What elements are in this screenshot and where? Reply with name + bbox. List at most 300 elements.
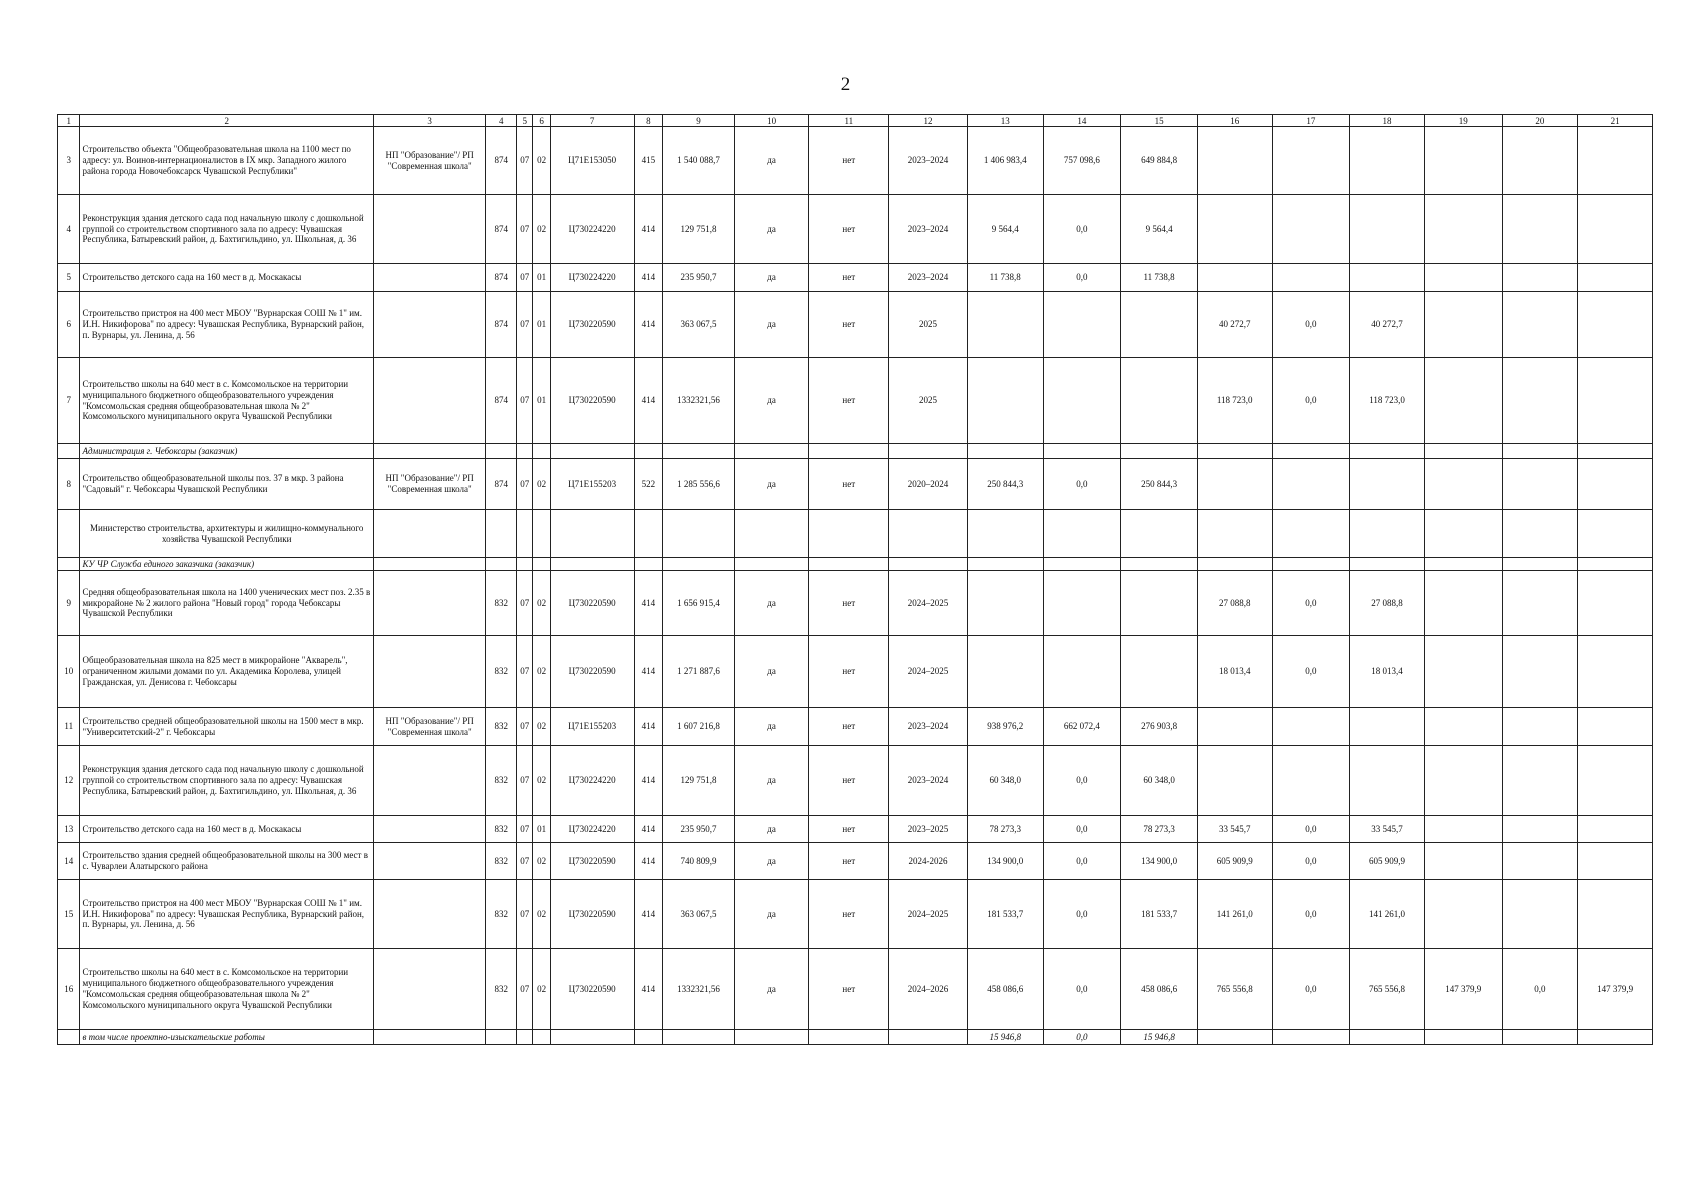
column-header-18: 18 xyxy=(1350,115,1425,127)
cell-col-11: нет xyxy=(809,746,889,816)
cell-col-9: 1 656 915,4 xyxy=(663,571,735,636)
cell-col-14 xyxy=(1043,358,1121,444)
cell-col-5: 07 xyxy=(517,880,533,949)
cell-col-18 xyxy=(1350,708,1425,746)
table-row xyxy=(58,708,1653,746)
cell-col-9: 235 950,7 xyxy=(663,264,735,292)
cell-col-6: 02 xyxy=(533,571,550,636)
object-name: Строительство средней общеобразовательной школы на 1500 мест в мкр. "Университетский-2" г. Чебоксары xyxy=(80,708,373,746)
empty-cell xyxy=(486,558,517,571)
empty-cell xyxy=(533,510,550,558)
cell-col-4: 832 xyxy=(486,571,517,636)
cell-col-15 xyxy=(1121,636,1198,708)
column-header-3: 3 xyxy=(373,115,485,127)
empty-cell xyxy=(809,1030,889,1045)
empty-cell xyxy=(533,444,550,459)
cell-col-15: 134 900,0 xyxy=(1121,843,1198,880)
empty-cell xyxy=(1424,1030,1502,1045)
cell-col-19 xyxy=(1424,843,1502,880)
cell-col-8: 414 xyxy=(634,746,663,816)
table-row xyxy=(58,843,1653,880)
empty-cell xyxy=(373,510,485,558)
cell-col-21 xyxy=(1578,571,1653,636)
cell-col-6: 02 xyxy=(533,636,550,708)
table-row xyxy=(58,292,1653,358)
cell-col-4: 874 xyxy=(486,358,517,444)
empty-cell xyxy=(1272,510,1350,558)
column-header-10: 10 xyxy=(734,115,809,127)
cell-col-14: 0,0 xyxy=(1043,949,1121,1030)
subtotal-label: в том числе проектно-изыскательские работы xyxy=(80,1030,373,1045)
cell-col-10: да xyxy=(734,843,809,880)
column-header-1: 1 xyxy=(58,115,80,127)
column-header-2: 2 xyxy=(80,115,373,127)
row-number: 14 xyxy=(58,843,80,880)
cell-col-11: нет xyxy=(809,843,889,880)
program-name xyxy=(373,195,485,264)
cell-col-13: 60 348,0 xyxy=(967,746,1043,816)
cell-col-10: да xyxy=(734,264,809,292)
investment-objects-table xyxy=(57,114,1653,1045)
table-row xyxy=(58,358,1653,444)
empty-cell xyxy=(517,510,533,558)
row-number: 13 xyxy=(58,816,80,843)
empty-cell xyxy=(1121,558,1198,571)
cell-col-10: да xyxy=(734,880,809,949)
section-title: КУ ЧР Служба единого заказчика (заказчик) xyxy=(80,558,373,571)
cell-col-8: 414 xyxy=(634,571,663,636)
cell-col-20 xyxy=(1502,816,1578,843)
cell-col-20 xyxy=(1502,358,1578,444)
cell-col-12: 2024–2025 xyxy=(889,571,968,636)
cell-col-11: нет xyxy=(809,127,889,195)
cell-col-17 xyxy=(1272,708,1350,746)
empty-cell xyxy=(1272,558,1350,571)
empty-cell xyxy=(1272,1030,1350,1045)
cell-col-15: 181 533,7 xyxy=(1121,880,1198,949)
row-number: 10 xyxy=(58,636,80,708)
empty-cell xyxy=(1197,510,1272,558)
cell-col-8: 414 xyxy=(634,708,663,746)
cell-col-20 xyxy=(1502,746,1578,816)
cell-col-5: 07 xyxy=(517,264,533,292)
cell-col-12: 2020–2024 xyxy=(889,459,968,510)
cell-col-7: Ц71Е155203 xyxy=(550,459,634,510)
cell-col-21 xyxy=(1578,264,1653,292)
cell-col-9: 1 540 088,7 xyxy=(663,127,735,195)
cell-col-13 xyxy=(967,358,1043,444)
cell-col-20 xyxy=(1502,708,1578,746)
cell-col-7: Ц730224220 xyxy=(550,264,634,292)
empty-cell xyxy=(1121,510,1198,558)
empty-cell xyxy=(1578,558,1653,571)
cell-col-6: 01 xyxy=(533,816,550,843)
cell-col-5: 07 xyxy=(517,708,533,746)
empty-cell xyxy=(1197,1030,1272,1045)
empty-cell xyxy=(734,558,809,571)
empty-cell xyxy=(1350,444,1425,459)
cell-col-11: нет xyxy=(809,571,889,636)
empty-cell xyxy=(373,444,485,459)
section-title: Администрация г. Чебоксары (заказчик) xyxy=(80,444,373,459)
cell-col-5: 07 xyxy=(517,843,533,880)
row-number: 3 xyxy=(58,127,80,195)
empty-cell xyxy=(533,1030,550,1045)
cell-col-17 xyxy=(1272,127,1350,195)
object-name: Строительство общеобразовательной школы поз. 37 в мкр. 3 района "Садовый" г. Чебоксары Чувашской Республики xyxy=(80,459,373,510)
empty-cell xyxy=(634,558,663,571)
cell-col-4: 832 xyxy=(486,746,517,816)
row-number: 6 xyxy=(58,292,80,358)
cell-col-6: 02 xyxy=(533,746,550,816)
empty-cell xyxy=(550,444,634,459)
cell-col-10: да xyxy=(734,746,809,816)
cell-col-21 xyxy=(1578,127,1653,195)
cell-col-12: 2025 xyxy=(889,358,968,444)
cell-col-17: 0,0 xyxy=(1272,880,1350,949)
empty-cell xyxy=(1197,558,1272,571)
cell-col-8: 414 xyxy=(634,292,663,358)
column-header-7: 7 xyxy=(550,115,634,127)
cell-col-7: Ц730220590 xyxy=(550,949,634,1030)
cell-col-8: 414 xyxy=(634,880,663,949)
cell-col-12: 2024–2025 xyxy=(889,880,968,949)
empty-cell xyxy=(1043,444,1121,459)
empty-cell xyxy=(1502,510,1578,558)
empty-cell xyxy=(889,558,968,571)
ministry-header-row xyxy=(58,510,1653,558)
cell-col-4: 832 xyxy=(486,636,517,708)
cell-col-19 xyxy=(1424,358,1502,444)
empty-cell xyxy=(734,444,809,459)
column-header-4: 4 xyxy=(486,115,517,127)
cell-col-17 xyxy=(1272,746,1350,816)
cell-col-13: 78 273,3 xyxy=(967,816,1043,843)
cell-col-11: нет xyxy=(809,708,889,746)
cell-col-20 xyxy=(1502,636,1578,708)
cell-col-7: Ц730220590 xyxy=(550,358,634,444)
row-number: 9 xyxy=(58,571,80,636)
cell-col-14: 0,0 xyxy=(1043,880,1121,949)
cell-col-18 xyxy=(1350,195,1425,264)
cell-col-17: 0,0 xyxy=(1272,358,1350,444)
cell-col-14: 0,0 xyxy=(1043,264,1121,292)
cell-col-12: 2025 xyxy=(889,292,968,358)
row-number: 8 xyxy=(58,459,80,510)
program-name xyxy=(373,292,485,358)
empty-cell xyxy=(550,510,634,558)
cell-col-18: 141 261,0 xyxy=(1350,880,1425,949)
cell-col-13: 11 738,8 xyxy=(967,264,1043,292)
empty-cell xyxy=(373,1030,485,1045)
cell-col-8: 414 xyxy=(634,636,663,708)
empty-cell xyxy=(734,1030,809,1045)
cell-col-7: Ц730220590 xyxy=(550,880,634,949)
cell-col-6: 02 xyxy=(533,708,550,746)
cell-col-11: нет xyxy=(809,636,889,708)
cell-col-21 xyxy=(1578,843,1653,880)
empty-cell xyxy=(58,1030,80,1045)
empty-cell xyxy=(889,510,968,558)
cell-col-4: 874 xyxy=(486,292,517,358)
cell-col-10: да xyxy=(734,292,809,358)
cell-col-13 xyxy=(967,636,1043,708)
program-name xyxy=(373,949,485,1030)
section-header-row xyxy=(58,444,1653,459)
empty-cell xyxy=(1424,558,1502,571)
cell-col-6: 02 xyxy=(533,949,550,1030)
empty-cell xyxy=(809,444,889,459)
cell-col-4: 832 xyxy=(486,816,517,843)
column-header-5: 5 xyxy=(517,115,533,127)
cell-col-12: 2023–2024 xyxy=(889,127,968,195)
cell-col-17: 0,0 xyxy=(1272,571,1350,636)
table-row xyxy=(58,816,1653,843)
cell-col-18 xyxy=(1350,459,1425,510)
table-row xyxy=(58,127,1653,195)
table-row xyxy=(58,195,1653,264)
cell-col-15: 60 348,0 xyxy=(1121,746,1198,816)
cell-col-5: 07 xyxy=(517,746,533,816)
cell-col-20 xyxy=(1502,127,1578,195)
cell-col-21 xyxy=(1578,816,1653,843)
cell-col-12: 2024–2026 xyxy=(889,949,968,1030)
cell-col-16 xyxy=(1197,459,1272,510)
cell-col-13 xyxy=(967,292,1043,358)
cell-col-11: нет xyxy=(809,195,889,264)
cell-col-11: нет xyxy=(809,816,889,843)
cell-col-9: 1 607 216,8 xyxy=(663,708,735,746)
cell-col-20 xyxy=(1502,843,1578,880)
table-row xyxy=(58,636,1653,708)
empty-cell xyxy=(967,510,1043,558)
cell-col-11: нет xyxy=(809,264,889,292)
empty-cell xyxy=(1502,444,1578,459)
cell-col-15 xyxy=(1121,292,1198,358)
empty-cell xyxy=(1502,1030,1578,1045)
cell-col-7: Ц730224220 xyxy=(550,195,634,264)
cell-col-19 xyxy=(1424,746,1502,816)
row-number: 12 xyxy=(58,746,80,816)
object-name: Общеобразовательная школа на 825 мест в микрорайоне "Акварель", ограниченном жилыми домами по ул. Академика Королева, улицей Гражданская, ул. Денисова г. Чебоксары xyxy=(80,636,373,708)
cell-col-11: нет xyxy=(809,880,889,949)
program-name: НП "Образование"/ РП "Современная школа" xyxy=(373,127,485,195)
cell-col-19 xyxy=(1424,195,1502,264)
empty-cell xyxy=(663,558,735,571)
empty-cell xyxy=(1272,444,1350,459)
cell-col-4: 832 xyxy=(486,949,517,1030)
cell-col-14 xyxy=(1043,571,1121,636)
empty-cell xyxy=(517,444,533,459)
cell-col-16: 765 556,8 xyxy=(1197,949,1272,1030)
object-name: Строительство школы на 640 мест в с. Комсомольское на территории муниципального бюджетного общеобразовательного учреждения "Комсомольская средняя общеобразовательная школа № 2" Комсомольского муниципального округа Чувашской Республики xyxy=(80,358,373,444)
object-name: Средняя общеобразовательная школа на 1400 ученических мест поз. 2.35 в микрорайоне № 2 жилого района "Новый город" города Чебоксары Чувашской Республики xyxy=(80,571,373,636)
empty-cell xyxy=(1578,1030,1653,1045)
program-name xyxy=(373,264,485,292)
cell-col-4: 874 xyxy=(486,127,517,195)
table-row xyxy=(58,571,1653,636)
cell-col-8: 414 xyxy=(634,358,663,444)
cell-col-16: 605 909,9 xyxy=(1197,843,1272,880)
cell-col-18 xyxy=(1350,264,1425,292)
empty-cell xyxy=(634,444,663,459)
cell-col-15: 9 564,4 xyxy=(1121,195,1198,264)
cell-col-5: 07 xyxy=(517,636,533,708)
cell-col-20 xyxy=(1502,195,1578,264)
cell-col-13: 9 564,4 xyxy=(967,195,1043,264)
cell-col-5: 07 xyxy=(517,358,533,444)
cell-col-14: 0,0 xyxy=(1043,746,1121,816)
empty-cell xyxy=(809,510,889,558)
cell-col-12: 2023–2024 xyxy=(889,264,968,292)
cell-col-20 xyxy=(1502,264,1578,292)
empty-cell xyxy=(550,558,634,571)
object-name: Строительство школы на 640 мест в с. Комсомольское на территории муниципального бюджетного общеобразовательного учреждения "Комсомольская средняя общеобразовательная школа № 2" Комсомольского муниципального округа Чувашской Республики xyxy=(80,949,373,1030)
object-name: Строительство детского сада на 160 мест в д. Москакасы xyxy=(80,816,373,843)
empty-cell xyxy=(889,1030,968,1045)
table-row xyxy=(58,264,1653,292)
empty-cell xyxy=(1121,444,1198,459)
object-name: Строительство детского сада на 160 мест в д. Москакасы xyxy=(80,264,373,292)
cell-col-15: 11 738,8 xyxy=(1121,264,1198,292)
empty-cell xyxy=(486,510,517,558)
program-name: НП "Образование"/ РП "Современная школа" xyxy=(373,708,485,746)
empty-cell xyxy=(1350,510,1425,558)
cell-col-11: нет xyxy=(809,292,889,358)
cell-col-15: 15 946,8 xyxy=(1121,1030,1198,1045)
cell-col-10: да xyxy=(734,949,809,1030)
cell-col-10: да xyxy=(734,195,809,264)
empty-cell xyxy=(967,444,1043,459)
empty-cell xyxy=(486,444,517,459)
cell-col-17: 0,0 xyxy=(1272,843,1350,880)
empty-cell xyxy=(1578,444,1653,459)
cell-col-19 xyxy=(1424,264,1502,292)
cell-col-17: 0,0 xyxy=(1272,636,1350,708)
cell-col-17: 0,0 xyxy=(1272,292,1350,358)
cell-col-13: 134 900,0 xyxy=(967,843,1043,880)
object-name: Строительство здания средней общеобразовательной школы на 300 мест в с. Чуварлеи Алатырского района xyxy=(80,843,373,880)
cell-col-8: 414 xyxy=(634,843,663,880)
cell-col-4: 832 xyxy=(486,708,517,746)
cell-col-18: 40 272,7 xyxy=(1350,292,1425,358)
column-header-20: 20 xyxy=(1502,115,1578,127)
cell-col-6: 02 xyxy=(533,880,550,949)
empty-cell xyxy=(373,558,485,571)
cell-col-18 xyxy=(1350,127,1425,195)
object-name: Строительство пристроя на 400 мест МБОУ "Вурнарская СОШ № 1" им. И.Н. Никифорова" по адресу: Чувашская Республика, Вурнарский район, п. Вурнары, ул. Ленина, д. 56 xyxy=(80,292,373,358)
empty-cell xyxy=(58,558,80,571)
cell-col-5: 07 xyxy=(517,459,533,510)
cell-col-9: 740 809,9 xyxy=(663,843,735,880)
cell-col-9: 129 751,8 xyxy=(663,195,735,264)
cell-col-6: 02 xyxy=(533,843,550,880)
cell-col-21: 147 379,9 xyxy=(1578,949,1653,1030)
empty-cell xyxy=(517,1030,533,1045)
cell-col-14 xyxy=(1043,292,1121,358)
cell-col-13 xyxy=(967,571,1043,636)
cell-col-19: 147 379,9 xyxy=(1424,949,1502,1030)
cell-col-16: 27 088,8 xyxy=(1197,571,1272,636)
ministry-title: Министерство строительства, архитектуры и жилищно-коммунального хозяйства Чувашской Республики xyxy=(80,510,373,558)
cell-col-9: 1332321,56 xyxy=(663,358,735,444)
column-header-6: 6 xyxy=(533,115,550,127)
cell-col-14: 757 098,6 xyxy=(1043,127,1121,195)
program-name: НП "Образование"/ РП "Современная школа" xyxy=(373,459,485,510)
cell-col-7: Ц730220590 xyxy=(550,571,634,636)
cell-col-6: 01 xyxy=(533,292,550,358)
cell-col-9: 129 751,8 xyxy=(663,746,735,816)
cell-col-20: 0,0 xyxy=(1502,949,1578,1030)
column-header-13: 13 xyxy=(967,115,1043,127)
program-name xyxy=(373,358,485,444)
empty-cell xyxy=(1578,510,1653,558)
cell-col-9: 1 285 556,6 xyxy=(663,459,735,510)
row-number: 15 xyxy=(58,880,80,949)
empty-cell xyxy=(1197,444,1272,459)
cell-col-15 xyxy=(1121,358,1198,444)
cell-col-17 xyxy=(1272,195,1350,264)
empty-cell xyxy=(1502,558,1578,571)
cell-col-16 xyxy=(1197,195,1272,264)
cell-col-19 xyxy=(1424,127,1502,195)
cell-col-9: 1 271 887,6 xyxy=(663,636,735,708)
cell-col-15: 649 884,8 xyxy=(1121,127,1198,195)
cell-col-4: 874 xyxy=(486,264,517,292)
cell-col-21 xyxy=(1578,358,1653,444)
cell-col-6: 01 xyxy=(533,264,550,292)
cell-col-18: 18 013,4 xyxy=(1350,636,1425,708)
cell-col-7: Ц730224220 xyxy=(550,746,634,816)
cell-col-13: 458 086,6 xyxy=(967,949,1043,1030)
cell-col-17: 0,0 xyxy=(1272,949,1350,1030)
cell-col-21 xyxy=(1578,708,1653,746)
cell-col-12: 2024-2026 xyxy=(889,843,968,880)
cell-col-18 xyxy=(1350,746,1425,816)
cell-col-14 xyxy=(1043,636,1121,708)
empty-cell xyxy=(1424,510,1502,558)
cell-col-5: 07 xyxy=(517,816,533,843)
table-row xyxy=(58,459,1653,510)
object-name: Строительство объекта "Общеобразовательная школа на 1100 мест по адресу: ул. Воинов-интернационалистов в IX мкр. Западного жилого района города Новочебоксарск Чувашской Республики" xyxy=(80,127,373,195)
cell-col-13: 250 844,3 xyxy=(967,459,1043,510)
empty-cell xyxy=(1350,558,1425,571)
cell-col-14: 0,0 xyxy=(1043,1030,1121,1045)
cell-col-19 xyxy=(1424,708,1502,746)
cell-col-12: 2023–2024 xyxy=(889,708,968,746)
cell-col-10: да xyxy=(734,816,809,843)
object-name: Строительство пристроя на 400 мест МБОУ "Вурнарская СОШ № 1" им. И.Н. Никифорова" по адресу: Чувашская Республика, Вурнарский район, п. Вурнары, ул. Ленина, д. 56 xyxy=(80,880,373,949)
cell-col-8: 414 xyxy=(634,949,663,1030)
cell-col-16 xyxy=(1197,264,1272,292)
cell-col-8: 522 xyxy=(634,459,663,510)
cell-col-7: Ц730220590 xyxy=(550,843,634,880)
cell-col-7: Ц730224220 xyxy=(550,816,634,843)
row-number: 5 xyxy=(58,264,80,292)
cell-col-14: 0,0 xyxy=(1043,816,1121,843)
cell-col-18: 118 723,0 xyxy=(1350,358,1425,444)
cell-col-16: 40 272,7 xyxy=(1197,292,1272,358)
empty-cell xyxy=(517,558,533,571)
cell-col-7: Ц71Е155203 xyxy=(550,708,634,746)
program-name xyxy=(373,816,485,843)
empty-cell xyxy=(1043,510,1121,558)
cell-col-10: да xyxy=(734,571,809,636)
cell-col-5: 07 xyxy=(517,571,533,636)
empty-cell xyxy=(58,510,80,558)
column-header-21: 21 xyxy=(1578,115,1653,127)
program-name xyxy=(373,746,485,816)
